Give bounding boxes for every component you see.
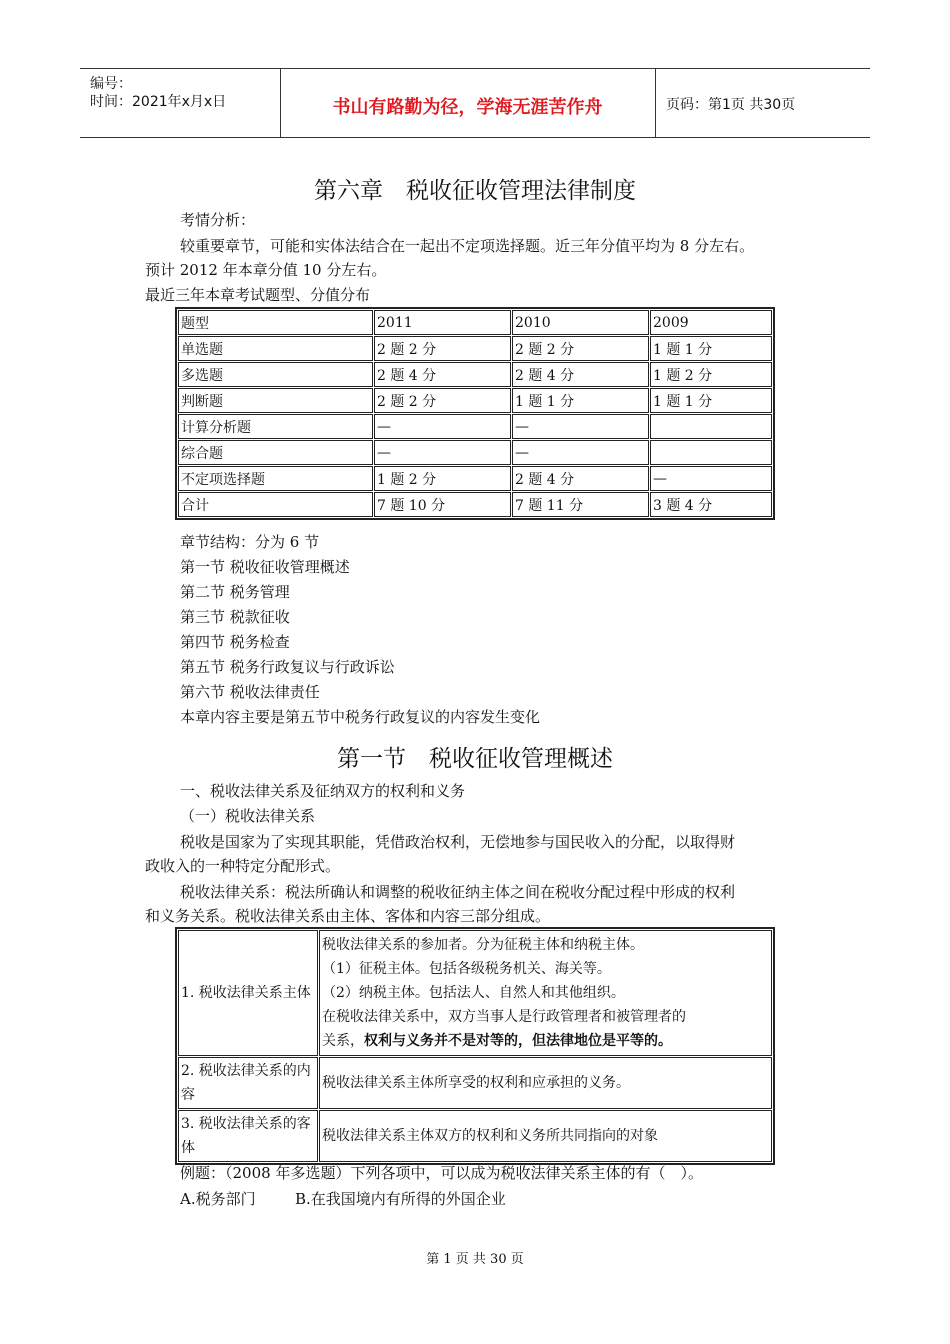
table-cell: 7 题 11 分 xyxy=(512,492,649,517)
table-row xyxy=(178,414,772,439)
table-cell: 1 题 2 分 xyxy=(650,362,772,387)
table-cell: 1 题 1 分 xyxy=(650,388,772,413)
table-row xyxy=(178,336,772,361)
cell-line: 税收法律关系的参加者。分为征税主体和纳税主体。 xyxy=(322,937,644,953)
cell-text: 关系， xyxy=(322,1033,364,1049)
header-divider xyxy=(655,69,656,137)
table-cell: 2 题 4 分 xyxy=(512,466,649,491)
section-list-item: 第六节 税收法律责任 xyxy=(180,683,320,701)
analysis-text: 预计 2012 年本章分值 10 分左右。 xyxy=(145,261,387,279)
table-row xyxy=(178,1057,772,1109)
table-cell xyxy=(650,440,772,465)
option-a: A.税务部门 xyxy=(180,1190,256,1208)
paragraph: 税收法律关系：税法所确认和调整的税收征纳主体之间在税收分配过程中形成的权利 xyxy=(180,883,736,901)
tax-relation-table xyxy=(175,927,775,1165)
section-list-item: 第三节 税款征收 xyxy=(180,608,290,626)
example-question: 例题：（2008 年多选题）下列各项中，可以成为税收法律关系主体的有（ ）。 xyxy=(180,1164,703,1182)
section-list-item: 第二节 税务管理 xyxy=(180,583,290,601)
paragraph: 政收入的一种特定分配形式。 xyxy=(145,857,341,875)
cell-line xyxy=(322,1029,769,1053)
table-cell: 3 题 4 分 xyxy=(650,492,772,517)
analysis-text: 较重要章节，可能和实体法结合在一起出不定项选择题。近三年分值平均为 8 分左右。 xyxy=(180,237,755,255)
table-cell: — xyxy=(374,414,511,439)
table-cell: 不定项选择题 xyxy=(178,466,373,491)
change-note: 本章内容主要是第五节中税务行政复议的内容发生变化 xyxy=(180,708,541,726)
page-info: 页码：第1页 共30页 xyxy=(666,97,796,113)
table-cell: 2 题 2 分 xyxy=(374,388,511,413)
table-cell: 2011 xyxy=(374,310,511,335)
table-cell: — xyxy=(374,440,511,465)
cell-line: （2）纳税主体。包括法人、自然人和其他组织。 xyxy=(322,985,625,1001)
page-footer: 第 1 页 共 30 页 xyxy=(426,1252,524,1267)
table-cell: — xyxy=(650,466,772,491)
table-row xyxy=(178,440,772,465)
structure-label: 章节结构：分为 6 节 xyxy=(180,533,320,551)
section-list-item: 第一节 税收征收管理概述 xyxy=(180,558,350,576)
paragraph: 税收是国家为了实现其职能，凭借政治权利，无偿地参与国民收入的分配，以取得财 xyxy=(180,833,736,851)
table-cell: 1 题 1 分 xyxy=(512,388,649,413)
analysis-label: 考情分析： xyxy=(180,211,256,229)
table-cell: 2009 xyxy=(650,310,772,335)
table-cell: 2. 税收法律关系的内容 xyxy=(178,1057,318,1109)
time-line: 时间：2021年x月x日 xyxy=(90,94,227,110)
cell-line: 在税收法律关系中，双方当事人是行政管理者和被管理者的 xyxy=(322,1009,686,1025)
table-cell: 2 题 4 分 xyxy=(512,362,649,387)
emphasis-text: 权利与义务并不是对等的，但法律地位是平等的。 xyxy=(364,1033,672,1049)
table-cell: 2010 xyxy=(512,310,649,335)
subheading: （一）税收法律关系 xyxy=(180,807,316,825)
table-cell xyxy=(650,414,772,439)
table-cell: 7 题 10 分 xyxy=(374,492,511,517)
score-distribution-table xyxy=(175,307,775,520)
table-header-row xyxy=(178,310,772,335)
table-cell: — xyxy=(512,440,649,465)
table-cell xyxy=(319,930,772,1056)
table-row xyxy=(178,388,772,413)
table-cell: 多选题 xyxy=(178,362,373,387)
section-title: 第一节 税收征收管理概述 xyxy=(337,746,613,772)
table-row xyxy=(178,492,772,517)
table-cell: 1 题 2 分 xyxy=(374,466,511,491)
section-list-item: 第五节 税务行政复议与行政诉讼 xyxy=(180,658,395,676)
table-cell: 单选题 xyxy=(178,336,373,361)
table-cell: 2 题 2 分 xyxy=(512,336,649,361)
cell-line: （1）征税主体。包括各级税务机关、海关等。 xyxy=(322,961,611,977)
table-cell: 判断题 xyxy=(178,388,373,413)
heading: 一、税收法律关系及征纳双方的权利和义务 xyxy=(180,782,466,800)
table-cell: 综合题 xyxy=(178,440,373,465)
table-row xyxy=(178,1110,772,1162)
option-b: B.在我国境内有所得的外国企业 xyxy=(295,1190,506,1208)
code-label: 编号： xyxy=(90,76,132,92)
table-row xyxy=(178,362,772,387)
table-cell: 题型 xyxy=(178,310,373,335)
section-list-item: 第四节 税务检查 xyxy=(180,633,290,651)
table-cell: 2 题 2 分 xyxy=(374,336,511,361)
table-cell: 1 题 1 分 xyxy=(650,336,772,361)
table-cell: 计算分析题 xyxy=(178,414,373,439)
table-cell: 3. 税收法律关系的客体 xyxy=(178,1110,318,1162)
table1-caption: 最近三年本章考试题型、分值分布 xyxy=(145,286,371,304)
chapter-title: 第六章 税收征收管理法律制度 xyxy=(314,178,636,204)
header-motto: 书山有路勤为径，学海无涯苦作舟 xyxy=(332,97,603,118)
table-cell: 税收法律关系主体双方的权利和义务所共同指向的对象 xyxy=(319,1110,772,1162)
table-cell: 合计 xyxy=(178,492,373,517)
table-row xyxy=(178,466,772,491)
table-cell: — xyxy=(512,414,649,439)
table-cell: 税收法律关系主体所享受的权利和应承担的义务。 xyxy=(319,1057,772,1109)
table-cell: 1. 税收法律关系主体 xyxy=(178,930,318,1056)
paragraph: 和义务关系。税收法律关系由主体、客体和内容三部分组成。 xyxy=(145,907,551,925)
table-row xyxy=(178,930,772,1056)
page-header xyxy=(80,68,870,138)
table-cell: 2 题 4 分 xyxy=(374,362,511,387)
